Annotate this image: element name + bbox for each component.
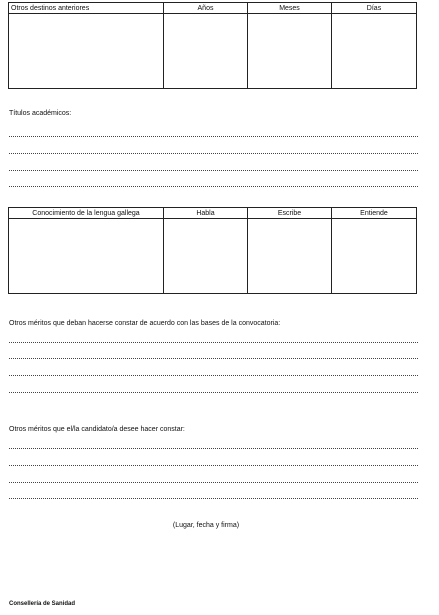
titulos-line-3[interactable]	[9, 170, 418, 171]
destinos-header-anos: Años	[164, 3, 248, 14]
destinos-header-dias: Días	[332, 3, 417, 14]
lengua-cell-conocimiento[interactable]	[9, 219, 164, 294]
meritos-candidato-line-2[interactable]	[9, 465, 418, 466]
destinos-cell-destino[interactable]	[9, 14, 164, 89]
destinos-header-row	[9, 3, 417, 14]
meritos-bases-line-1[interactable]	[9, 342, 418, 343]
signature-note: (Lugar, fecha y firma)	[172, 522, 240, 529]
titulos-line-2[interactable]	[9, 153, 418, 154]
meritos-candidato-line-3[interactable]	[9, 482, 418, 483]
lengua-cell-entiende[interactable]	[332, 219, 417, 294]
lengua-header-entiende: Entiende	[332, 208, 417, 219]
meritos-bases-line-3[interactable]	[9, 375, 418, 376]
destinos-cell-anos[interactable]	[164, 14, 248, 89]
lengua-header-row	[9, 208, 417, 219]
lengua-table	[8, 207, 417, 294]
meritos-bases-line-4[interactable]	[9, 392, 418, 393]
meritos-candidato-label: Otros méritos que el/la candidato/a desee hacer constar:	[9, 426, 185, 433]
meritos-candidato-line-4[interactable]	[9, 498, 418, 499]
lengua-header-conocimiento: Conocimiento de la lengua gallega	[9, 208, 164, 219]
lengua-body-row	[9, 219, 417, 294]
footer-brand: Consellería de Sanidad	[9, 601, 76, 607]
destinos-header-destino: Otros destinos anteriores	[9, 3, 164, 14]
destinos-cell-dias[interactable]	[332, 14, 417, 89]
meritos-bases-label: Otros méritos que deban hacerse constar de acuerdo con las bases de la convocatoria:	[9, 320, 281, 327]
titulos-line-1[interactable]	[9, 136, 418, 137]
destinos-table	[8, 2, 417, 89]
lengua-cell-habla[interactable]	[164, 219, 248, 294]
lengua-header-habla: Habla	[164, 208, 248, 219]
destinos-header-meses: Meses	[248, 3, 332, 14]
lengua-header-escribe: Escribe	[248, 208, 332, 219]
meritos-candidato-line-1[interactable]	[9, 448, 418, 449]
titulos-label: Títulos académicos:	[9, 110, 72, 117]
titulos-line-4[interactable]	[9, 186, 418, 187]
meritos-bases-line-2[interactable]	[9, 358, 418, 359]
destinos-cell-meses[interactable]	[248, 14, 332, 89]
lengua-cell-escribe[interactable]	[248, 219, 332, 294]
destinos-body-row	[9, 14, 417, 89]
